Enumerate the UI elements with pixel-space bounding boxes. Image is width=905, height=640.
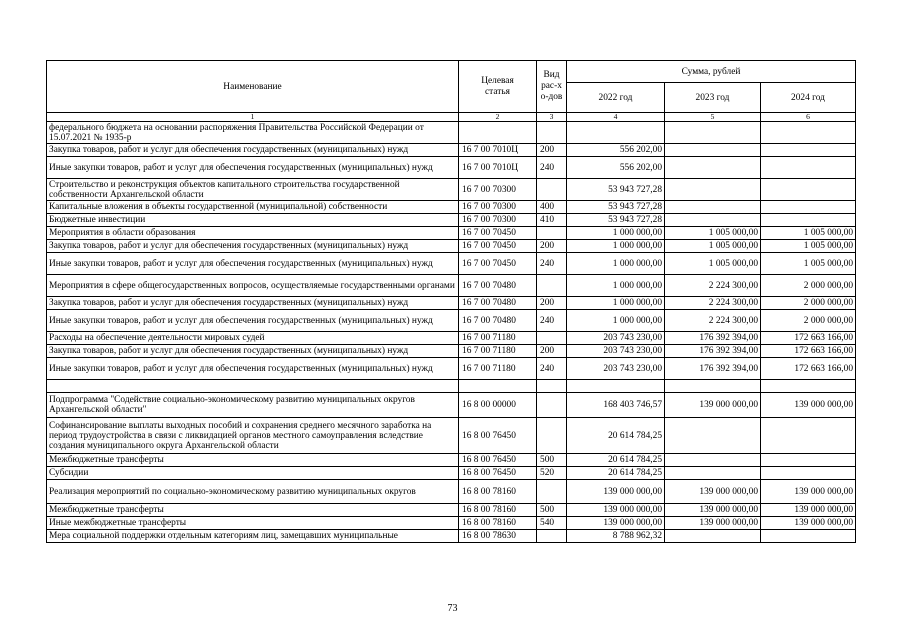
row-amount-2023: 1 005 000,00 bbox=[665, 227, 761, 240]
table-row bbox=[47, 275, 856, 297]
row-target-code: 16 8 00 76450 bbox=[459, 418, 537, 454]
row-amount-2023: 139 000 000,00 bbox=[665, 393, 761, 418]
row-expense-type bbox=[537, 122, 567, 144]
row-amount-2023 bbox=[665, 122, 761, 144]
row-target-code: 16 7 00 70450 bbox=[459, 227, 537, 240]
row-name: Иные закупки товаров, работ и услуг для обеспечения государственных (муниципальных) нужд bbox=[47, 157, 459, 179]
header-target bbox=[459, 61, 537, 113]
budget-table bbox=[46, 60, 856, 543]
row-target-code: 16 8 00 78160 bbox=[459, 480, 537, 504]
row-target-code bbox=[459, 122, 537, 144]
row-amount-2024 bbox=[761, 454, 856, 467]
row-expense-type: 200 bbox=[537, 345, 567, 358]
row-amount-2022: 139 000 000,00 bbox=[567, 480, 665, 504]
row-amount-2024: 1 005 000,00 bbox=[761, 240, 856, 253]
row-amount-2023 bbox=[665, 179, 761, 201]
row-amount-2024 bbox=[761, 214, 856, 227]
table-row bbox=[47, 157, 856, 179]
header-sum: Сумма, рублей bbox=[567, 61, 856, 83]
row-amount-2023: 1 005 000,00 bbox=[665, 253, 761, 275]
row-target-code: 16 7 00 70450 bbox=[459, 240, 537, 253]
row-amount-2024 bbox=[761, 530, 856, 543]
row-amount-2024 bbox=[761, 122, 856, 144]
row-expense-type: 540 bbox=[537, 517, 567, 530]
row-name: Субсидии bbox=[47, 467, 459, 480]
row-amount-2023 bbox=[665, 380, 761, 393]
table-row bbox=[47, 144, 856, 157]
row-expense-type: 240 bbox=[537, 310, 567, 332]
row-amount-2022: 1 000 000,00 bbox=[567, 253, 665, 275]
row-expense-type: 520 bbox=[537, 467, 567, 480]
table-row bbox=[47, 122, 856, 144]
row-name: Закупка товаров, работ и услуг для обеспечения государственных (муниципальных) нужд bbox=[47, 297, 459, 310]
row-amount-2024: 1 005 000,00 bbox=[761, 227, 856, 240]
row-amount-2024: 139 000 000,00 bbox=[761, 480, 856, 504]
row-target-code: 16 7 00 70300 bbox=[459, 201, 537, 214]
column-number: 6 bbox=[761, 113, 856, 122]
row-amount-2023: 176 392 394,00 bbox=[665, 332, 761, 345]
row-expense-type bbox=[537, 418, 567, 454]
row-name: Закупка товаров, работ и услуг для обеспечения государственных (муниципальных) нужд bbox=[47, 144, 459, 157]
table-row bbox=[47, 227, 856, 240]
row-amount-2023 bbox=[665, 214, 761, 227]
row-amount-2024: 139 000 000,00 bbox=[761, 517, 856, 530]
column-number: 3 bbox=[537, 113, 567, 122]
row-amount-2024 bbox=[761, 380, 856, 393]
row-amount-2024: 139 000 000,00 bbox=[761, 504, 856, 517]
table-header bbox=[47, 61, 856, 122]
table-row bbox=[47, 214, 856, 227]
row-name: Мероприятия в области образования bbox=[47, 227, 459, 240]
row-amount-2023 bbox=[665, 144, 761, 157]
row-expense-type: 240 bbox=[537, 358, 567, 380]
row-name: Мероприятия в сфере общегосударственных вопросов, осуществляемые государственными органами bbox=[47, 275, 459, 297]
row-amount-2022: 20 614 784,25 bbox=[567, 454, 665, 467]
row-name: Софинансирование выплаты выходных пособий и сохранения среднего месячного заработка на период трудоустройства в связи с ликвидацией органов местного самоуправления вследствие создания муниципального округа Архангельской области bbox=[47, 418, 459, 454]
table-row bbox=[47, 454, 856, 467]
row-amount-2023 bbox=[665, 418, 761, 454]
row-expense-type: 400 bbox=[537, 201, 567, 214]
row-name: Бюджетные инвестиции bbox=[47, 214, 459, 227]
row-amount-2023: 139 000 000,00 bbox=[665, 504, 761, 517]
table-row bbox=[47, 467, 856, 480]
row-expense-type bbox=[537, 393, 567, 418]
row-target-code: 16 7 00 71180 bbox=[459, 358, 537, 380]
row-name: Закупка товаров, работ и услуг для обеспечения государственных (муниципальных) нужд bbox=[47, 240, 459, 253]
row-target-code: 16 7 00 70450 bbox=[459, 253, 537, 275]
table-body bbox=[47, 122, 856, 543]
row-expense-type bbox=[537, 480, 567, 504]
row-amount-2022: 556 202,00 bbox=[567, 157, 665, 179]
column-number-row bbox=[47, 113, 856, 122]
row-amount-2024: 172 663 166,00 bbox=[761, 358, 856, 380]
row-amount-2023: 176 392 394,00 bbox=[665, 345, 761, 358]
row-amount-2022: 1 000 000,00 bbox=[567, 240, 665, 253]
row-expense-type: 240 bbox=[537, 157, 567, 179]
row-name: Закупка товаров, работ и услуг для обеспечения государственных (муниципальных) нужд bbox=[47, 345, 459, 358]
table-row bbox=[47, 530, 856, 543]
table-row bbox=[47, 345, 856, 358]
row-amount-2024: 2 000 000,00 bbox=[761, 275, 856, 297]
column-number: 5 bbox=[665, 113, 761, 122]
row-amount-2022: 53 943 727,28 bbox=[567, 179, 665, 201]
row-amount-2022: 168 403 746,57 bbox=[567, 393, 665, 418]
row-amount-2024: 1 005 000,00 bbox=[761, 253, 856, 275]
row-amount-2022: 203 743 230,00 bbox=[567, 345, 665, 358]
row-name: Иные закупки товаров, работ и услуг для обеспечения государственных (муниципальных) нужд bbox=[47, 310, 459, 332]
row-target-code: 16 8 00 00000 bbox=[459, 393, 537, 418]
row-expense-type: 500 bbox=[537, 454, 567, 467]
row-amount-2023: 176 392 394,00 bbox=[665, 358, 761, 380]
row-target-code: 16 7 00 70480 bbox=[459, 297, 537, 310]
row-amount-2022: 1 000 000,00 bbox=[567, 227, 665, 240]
header-name: Наименование bbox=[47, 61, 459, 113]
row-name: Строительство и реконструкция объектов капитального строительства государственной собственности Архангельской области bbox=[47, 179, 459, 201]
row-expense-type: 200 bbox=[537, 144, 567, 157]
row-amount-2022: 1 000 000,00 bbox=[567, 310, 665, 332]
row-name: Иные закупки товаров, работ и услуг для обеспечения государственных (муниципальных) нужд bbox=[47, 358, 459, 380]
row-target-code: 16 7 00 70480 bbox=[459, 310, 537, 332]
row-amount-2024: 2 000 000,00 bbox=[761, 297, 856, 310]
page-number: 73 bbox=[447, 603, 458, 614]
row-amount-2024 bbox=[761, 418, 856, 454]
table-row bbox=[47, 201, 856, 214]
row-target-code: 16 8 00 78160 bbox=[459, 504, 537, 517]
row-amount-2023: 2 224 300,00 bbox=[665, 310, 761, 332]
row-expense-type: 410 bbox=[537, 214, 567, 227]
row-amount-2022: 203 743 230,00 bbox=[567, 358, 665, 380]
row-amount-2024 bbox=[761, 467, 856, 480]
header-target-text: Целевая статья bbox=[481, 75, 514, 97]
row-target-code: 16 8 00 76450 bbox=[459, 467, 537, 480]
row-name: Расходы на обеспечение деятельности мировых судей bbox=[47, 332, 459, 345]
row-name: Мера социальной поддержки отдельным категориям лиц, замещавших муниципальные bbox=[47, 530, 459, 543]
row-amount-2024: 2 000 000,00 bbox=[761, 310, 856, 332]
row-amount-2022: 20 614 784,25 bbox=[567, 467, 665, 480]
header-2023: 2023 год bbox=[665, 83, 761, 113]
row-amount-2024 bbox=[761, 179, 856, 201]
table-row bbox=[47, 310, 856, 332]
row-amount-2022: 53 943 727,28 bbox=[567, 214, 665, 227]
row-name: Подпрограмма "Содействие социально-экономическому развитию муниципальных округов Архангельской области" bbox=[47, 393, 459, 418]
row-amount-2022: 20 614 784,25 bbox=[567, 418, 665, 454]
row-target-code: 16 7 00 7010Ц bbox=[459, 144, 537, 157]
row-amount-2024 bbox=[761, 157, 856, 179]
row-amount-2023 bbox=[665, 157, 761, 179]
row-amount-2022: 139 000 000,00 bbox=[567, 517, 665, 530]
row-name bbox=[47, 380, 459, 393]
header-2024: 2024 год bbox=[761, 83, 856, 113]
row-amount-2022: 1 000 000,00 bbox=[567, 275, 665, 297]
row-amount-2022: 53 943 727,28 bbox=[567, 201, 665, 214]
table-row bbox=[47, 517, 856, 530]
row-target-code: 16 7 00 71180 bbox=[459, 332, 537, 345]
header-type bbox=[537, 61, 567, 113]
row-amount-2022: 1 000 000,00 bbox=[567, 297, 665, 310]
row-amount-2023: 139 000 000,00 bbox=[665, 480, 761, 504]
row-target-code: 16 7 00 7010Ц bbox=[459, 157, 537, 179]
row-target-code: 16 8 00 78160 bbox=[459, 517, 537, 530]
row-target-code: 16 8 00 78630 bbox=[459, 530, 537, 543]
row-expense-type bbox=[537, 227, 567, 240]
row-expense-type bbox=[537, 530, 567, 543]
column-number: 1 bbox=[47, 113, 459, 122]
table-row bbox=[47, 297, 856, 310]
table-row bbox=[47, 480, 856, 504]
table-row bbox=[47, 240, 856, 253]
row-amount-2022: 8 788 962,32 bbox=[567, 530, 665, 543]
row-expense-type: 240 bbox=[537, 253, 567, 275]
row-amount-2023: 2 224 300,00 bbox=[665, 275, 761, 297]
row-amount-2022: 139 000 000,00 bbox=[567, 504, 665, 517]
row-amount-2022: 203 743 230,00 bbox=[567, 332, 665, 345]
row-amount-2023 bbox=[665, 201, 761, 214]
column-number: 4 bbox=[567, 113, 665, 122]
row-expense-type: 500 bbox=[537, 504, 567, 517]
row-target-code: 16 7 00 70300 bbox=[459, 179, 537, 201]
row-amount-2024: 172 663 166,00 bbox=[761, 332, 856, 345]
row-amount-2023 bbox=[665, 467, 761, 480]
row-amount-2024 bbox=[761, 144, 856, 157]
table-row bbox=[47, 358, 856, 380]
row-amount-2023: 1 005 000,00 bbox=[665, 240, 761, 253]
row-target-code bbox=[459, 380, 537, 393]
row-target-code: 16 7 00 70480 bbox=[459, 275, 537, 297]
header-type-text: Вид рас-хо-дов bbox=[540, 70, 563, 102]
row-target-code: 16 8 00 76450 bbox=[459, 454, 537, 467]
row-target-code: 16 7 00 71180 bbox=[459, 345, 537, 358]
row-amount-2024: 172 663 166,00 bbox=[761, 345, 856, 358]
row-name: Иные межбюджетные трансферты bbox=[47, 517, 459, 530]
row-expense-type: 200 bbox=[537, 297, 567, 310]
column-number: 2 bbox=[459, 113, 537, 122]
table-row bbox=[47, 380, 856, 393]
row-name: Межбюджетные трансферты bbox=[47, 504, 459, 517]
table-row bbox=[47, 332, 856, 345]
row-name: Реализация мероприятий по социально-экономическому развитию муниципальных округов bbox=[47, 480, 459, 504]
table-row bbox=[47, 253, 856, 275]
row-name: Межбюджетные трансферты bbox=[47, 454, 459, 467]
row-amount-2024 bbox=[761, 201, 856, 214]
row-name: Иные закупки товаров, работ и услуг для обеспечения государственных (муниципальных) нужд bbox=[47, 253, 459, 275]
row-amount-2023 bbox=[665, 454, 761, 467]
row-amount-2023: 2 224 300,00 bbox=[665, 297, 761, 310]
row-expense-type bbox=[537, 380, 567, 393]
row-expense-type bbox=[537, 275, 567, 297]
row-amount-2023: 139 000 000,00 bbox=[665, 517, 761, 530]
row-amount-2022 bbox=[567, 380, 665, 393]
row-amount-2024: 139 000 000,00 bbox=[761, 393, 856, 418]
header-2022: 2022 год bbox=[567, 83, 665, 113]
row-expense-type bbox=[537, 332, 567, 345]
row-amount-2023 bbox=[665, 530, 761, 543]
row-target-code: 16 7 00 70300 bbox=[459, 214, 537, 227]
row-expense-type bbox=[537, 179, 567, 201]
table-row bbox=[47, 179, 856, 201]
row-amount-2022: 556 202,00 bbox=[567, 144, 665, 157]
table-row bbox=[47, 504, 856, 517]
row-expense-type: 200 bbox=[537, 240, 567, 253]
row-name: Капитальные вложения в объекты государственной (муниципальной) собственности bbox=[47, 201, 459, 214]
table-row bbox=[47, 418, 856, 454]
row-name: федерального бюджета на основании распоряжения Правительства Российской Федерации от 15.07.2021 № 1935-р bbox=[47, 122, 459, 144]
row-amount-2022 bbox=[567, 122, 665, 144]
table-row bbox=[47, 393, 856, 418]
